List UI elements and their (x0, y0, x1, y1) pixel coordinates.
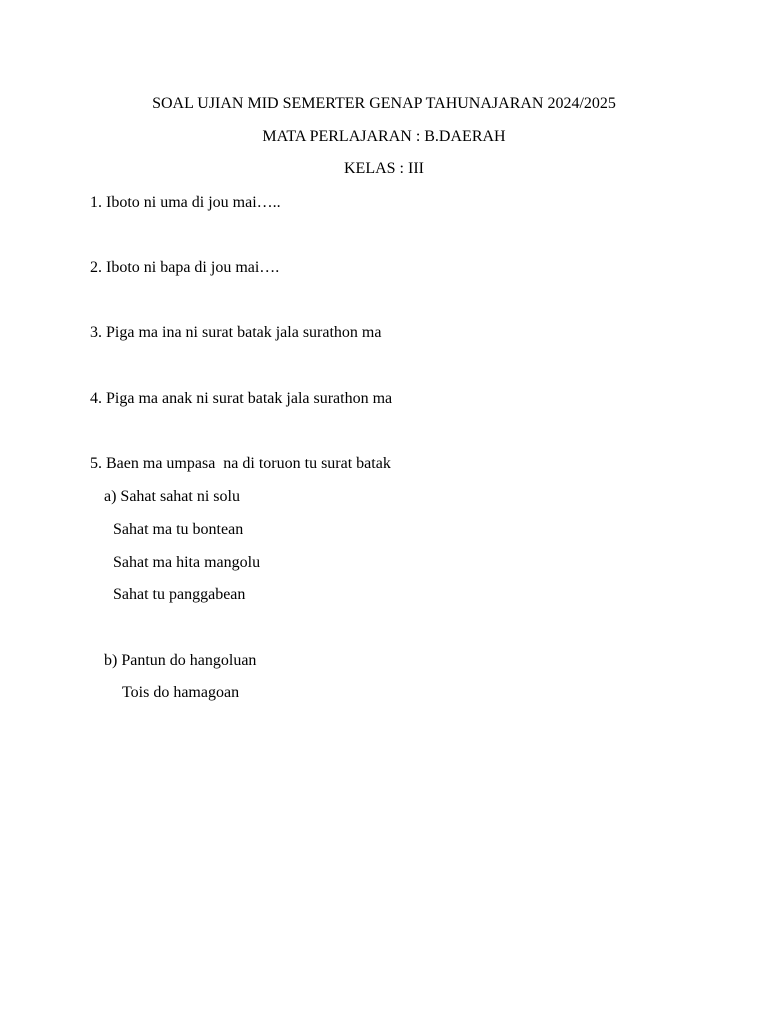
subject-line: MATA PERLAJARAN : B.DAERAH (262, 128, 506, 145)
umpasa-b-line-2: Tois do hamagoan (122, 684, 240, 701)
question-5: 5. Baen ma umpasa na di toruon tu surat batak (90, 455, 391, 472)
question-2: 2. Iboto ni bapa di jou mai…. (90, 259, 280, 276)
question-1: 1. Iboto ni uma di jou mai….. (90, 194, 281, 211)
umpasa-a-line-4: Sahat tu panggabean (113, 586, 246, 603)
umpasa-b-line-1: b) Pantun do hangoluan (104, 652, 257, 669)
umpasa-a-line-2: Sahat ma tu bontean (113, 521, 244, 538)
question-3: 3. Piga ma ina ni surat batak jala surathon ma (90, 324, 382, 341)
umpasa-a-line-1: a) Sahat sahat ni solu (104, 488, 240, 505)
class-line: KELAS : III (344, 160, 424, 177)
umpasa-a-line-3: Sahat ma hita mangolu (113, 554, 261, 571)
question-4: 4. Piga ma anak ni surat batak jala surathon ma (90, 390, 393, 407)
exam-title: SOAL UJIAN MID SEMERTER GENAP TAHUNAJARAN 2024/2025 (152, 95, 616, 112)
